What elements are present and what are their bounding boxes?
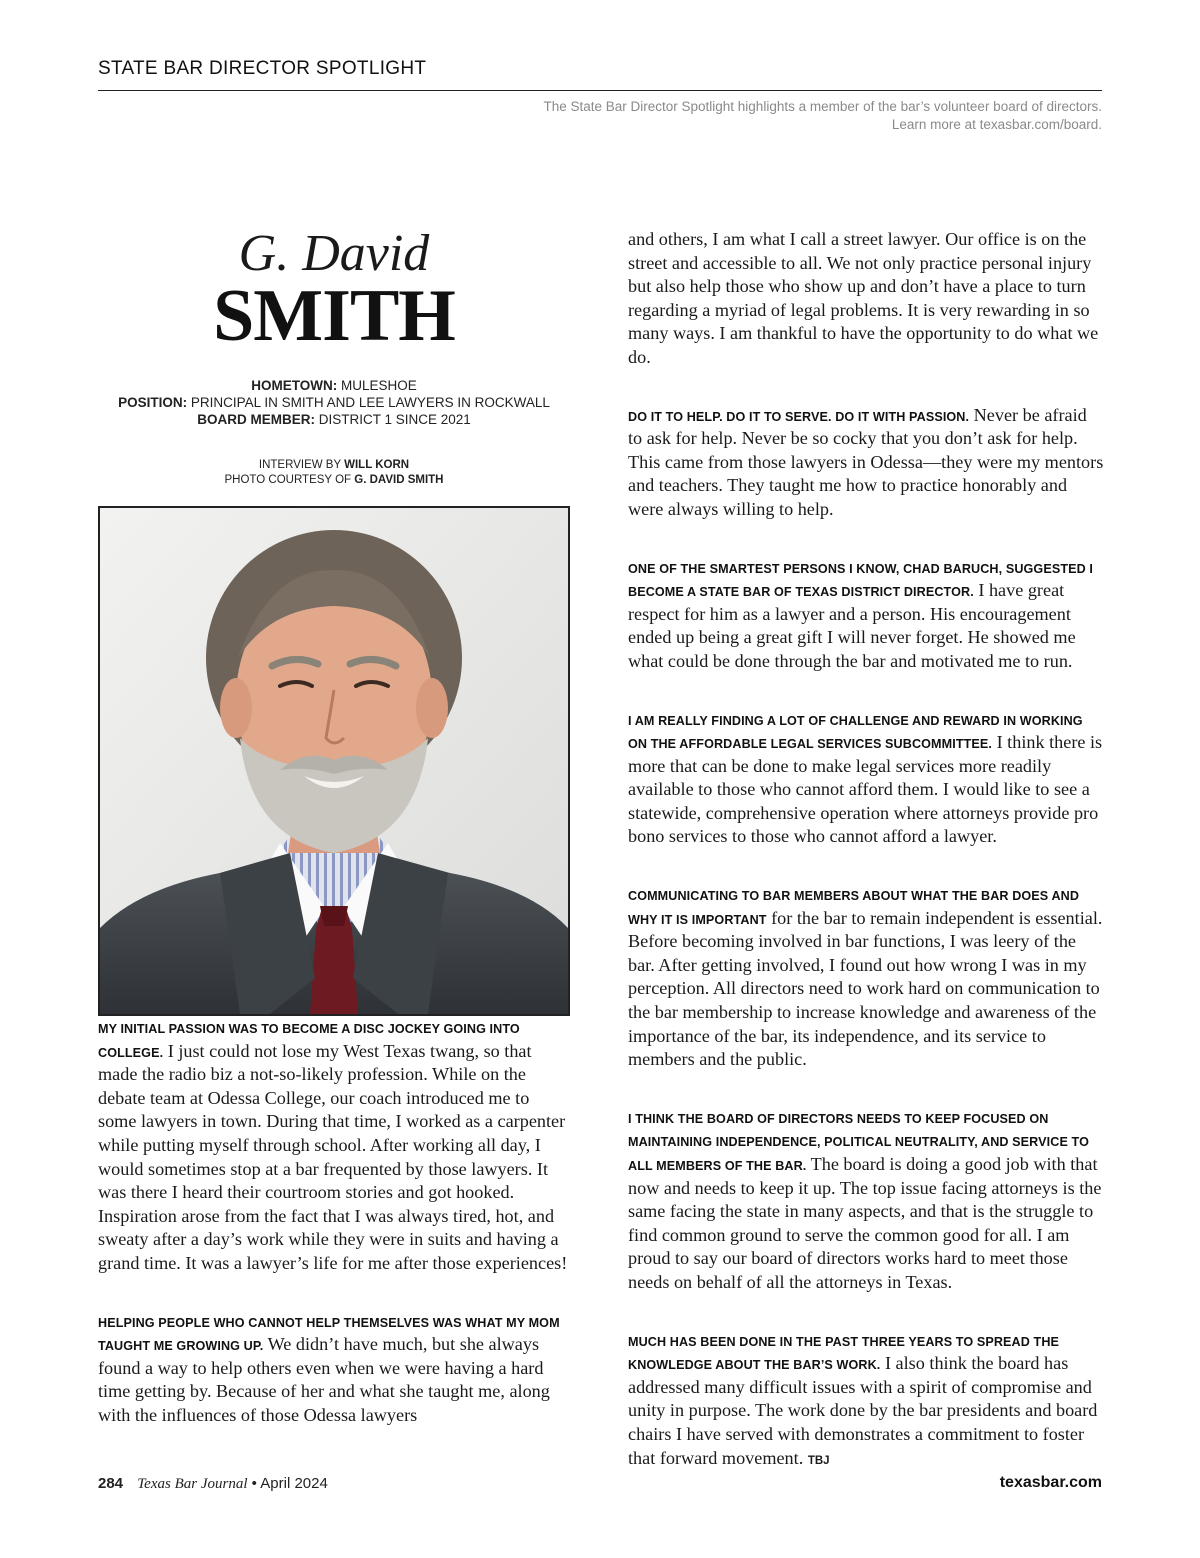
right-paragraph-3: [628, 556, 1104, 674]
photographer-name: G. DAVID SMITH: [354, 474, 444, 486]
position-label: POSITION:: [118, 395, 188, 410]
right-column: [628, 228, 1104, 1507]
hometown-value: MULESHOE: [340, 378, 417, 393]
paragraph-lead: ONE OF THE SMARTEST PERSONS I KNOW, CHAD BARUCH, SUGGESTED I BECOME A STATE BAR OF TEXAS DISTRICT DIRECTOR.: [628, 561, 1094, 600]
last-name: SMITH: [213, 275, 455, 357]
hometown-label: HOMETOWN:: [251, 378, 338, 393]
page-number: 284: [98, 1475, 124, 1492]
paragraph-body: I also think the board has addressed many difficult issues with a spirit of compromise and unity in purpose. The work done by the bar presidents and board chairs I have served with demonstrates a commitment to foster that forward movement.: [628, 1353, 1098, 1468]
left-paragraph-1: [98, 1016, 570, 1276]
footer-website: texasbar.com: [999, 1474, 1102, 1491]
interview-credit: [98, 458, 570, 473]
right-paragraph-6: [628, 1106, 1104, 1295]
interviewer-name: WILL KORN: [344, 459, 410, 471]
position-value: PRINCIPAL IN SMITH AND LEE LAWYERS IN ROCKWALL: [190, 395, 550, 410]
left-column: [98, 225, 570, 1462]
right-paragraph-5: [628, 883, 1104, 1072]
paragraph-lead: I AM REALLY FINDING A LOT OF CHALLENGE AND REWARD IN WORKING ON THE AFFORDABLE LEGAL SERVICES SUBCOMMITTEE.: [628, 713, 1083, 752]
paragraph-body: We didn’t have much, but she always found a way to help others even when we were having a hard time getting by. Because of her and what she taught me, along with the influences of those Odessa lawyers: [98, 1334, 550, 1425]
interview-label: INTERVIEW BY: [258, 459, 341, 471]
right-paragraph-2: [628, 404, 1104, 522]
paragraph-body: The board is doing a good job with that now and needs to keep it up. The top issue facing attorneys is the same facing the state in many aspects, and that is the struggle to find common ground to serve the common good for all. I am proud to say our board of directors works hard to meet those needs on behalf of all the attorneys in Texas.: [628, 1154, 1102, 1292]
right-paragraph-1: [628, 228, 1104, 370]
paragraph-lead: I THINK THE BOARD OF DIRECTORS NEEDS TO KEEP FOCUSED ON MAINTAINING INDEPENDENCE, POLITICAL NEUTRALITY, AND SERVICE TO ALL MEMBERS OF THE BAR.: [628, 1111, 1090, 1173]
paragraph-body: I think there is more that can be done to make legal services more readily available to those who cannot afford them. I would like to see a statewide, comprehensive operation where attorneys provide pro bono services to those who cannot afford a lawyer.: [628, 732, 1103, 847]
paragraph-body: for the bar to remain independent is essential. Before becoming involved in bar functions, I was leery of the bar. After getting involved, I found out how wrong I was in my perception. All directors need to work hard on communication to the bar membership to increase knowledge and awareness of the importance of the bar, its independence, and its service to members and the public.: [628, 907, 1103, 1070]
photo-credit: [98, 473, 570, 488]
paragraph-lead: MUCH HAS BEEN DONE IN THE PAST THREE YEARS TO SPREAD THE KNOWLEDGE ABOUT THE BAR’S WORK.: [628, 1334, 1060, 1373]
blurb-line-2: Learn more at texasbar.com/board.: [891, 117, 1102, 132]
issue-date: April 2024: [260, 1475, 328, 1492]
section-title: STATE BAR DIRECTOR SPOTLIGHT: [98, 58, 427, 79]
paragraph-body: and others, I am what I call a street lawyer. Our office is on the street and accessible to all. We not only practice personal injury but also help those who show up and don’t have a place to turn regarding a myriad of legal problems. It is very rewarding in so many ways. I am thankful to have the opportunity to do what we do.: [628, 229, 1099, 367]
header-divider: [98, 90, 1102, 91]
spotlight-blurb: [543, 98, 1102, 134]
paragraph-lead: MY INITIAL PASSION WAS TO BECOME A DISC JOCKEY GOING INTO COLLEGE.: [98, 1022, 520, 1060]
left-paragraph-2: [98, 1310, 570, 1428]
right-paragraph-7: [628, 1329, 1104, 1474]
paragraph-body: I have great respect for him as a lawyer and a person. His encouragement ended up being a great gift I will never forget. He showed me what could be done through the bar and motivated me to run.: [628, 580, 1076, 671]
board-value: DISTRICT 1 SINCE 2021: [318, 412, 471, 427]
paragraph-lead: DO IT TO HELP. DO IT TO SERVE. DO IT WITH PASSION.: [628, 409, 970, 424]
photo-label: PHOTO COURTESY OF: [224, 474, 352, 486]
portrait-illustration: [100, 508, 568, 1014]
board-label: BOARD MEMBER:: [197, 412, 315, 427]
paragraph-lead: HELPING PEOPLE WHO CANNOT HELP THEMSELVES WAS WHAT MY MOM TAUGHT ME GROWING UP.: [98, 1315, 560, 1354]
page-footer: [98, 1475, 328, 1493]
portrait-photo: [98, 506, 570, 1016]
position-line: [98, 394, 570, 411]
journal-name: Texas Bar Journal: [137, 1476, 248, 1492]
board-line: [98, 411, 570, 428]
paragraph-body: I just could not lose my West Texas twang, so that made the radio biz a not-so-likely profession. While on the debate team at Odessa College, our coach introduced me to some lawyers in town. During that time, I worked as a carpenter while putting myself through school. After working all day, I would sometimes stop at a bar frequented by those lawyers. It was there I heard their courtroom stories and got hooked. Inspiration arose from the fact that I was always tired, hot, and sweaty after a day’s work while they were in suits and having a grand time. It was a lawyer’s life for me after those experiences!: [98, 1040, 568, 1273]
paragraph-body: Never be afraid to ask for help. Never be so cocky that you don’t ask for help. This came from those lawyers in Odessa—they were my mentors and teachers. They taught me how to practice honorably and were always willing to help.: [628, 404, 1104, 519]
credits: [98, 458, 570, 488]
right-paragraph-4: [628, 708, 1104, 850]
footer-separator: •: [251, 1475, 257, 1492]
blurb-line-1: The State Bar Director Spotlight highlights a member of the bar’s volunteer board of directors.: [543, 99, 1102, 114]
profile-info: [98, 377, 570, 428]
hometown-line: [98, 377, 570, 394]
signoff-mark: TBJ: [807, 1454, 830, 1467]
first-name: G. David: [238, 225, 430, 282]
paragraph-lead: COMMUNICATING TO BAR MEMBERS ABOUT WHAT THE BAR DOES AND WHY IT IS IMPORTANT: [628, 889, 1080, 927]
